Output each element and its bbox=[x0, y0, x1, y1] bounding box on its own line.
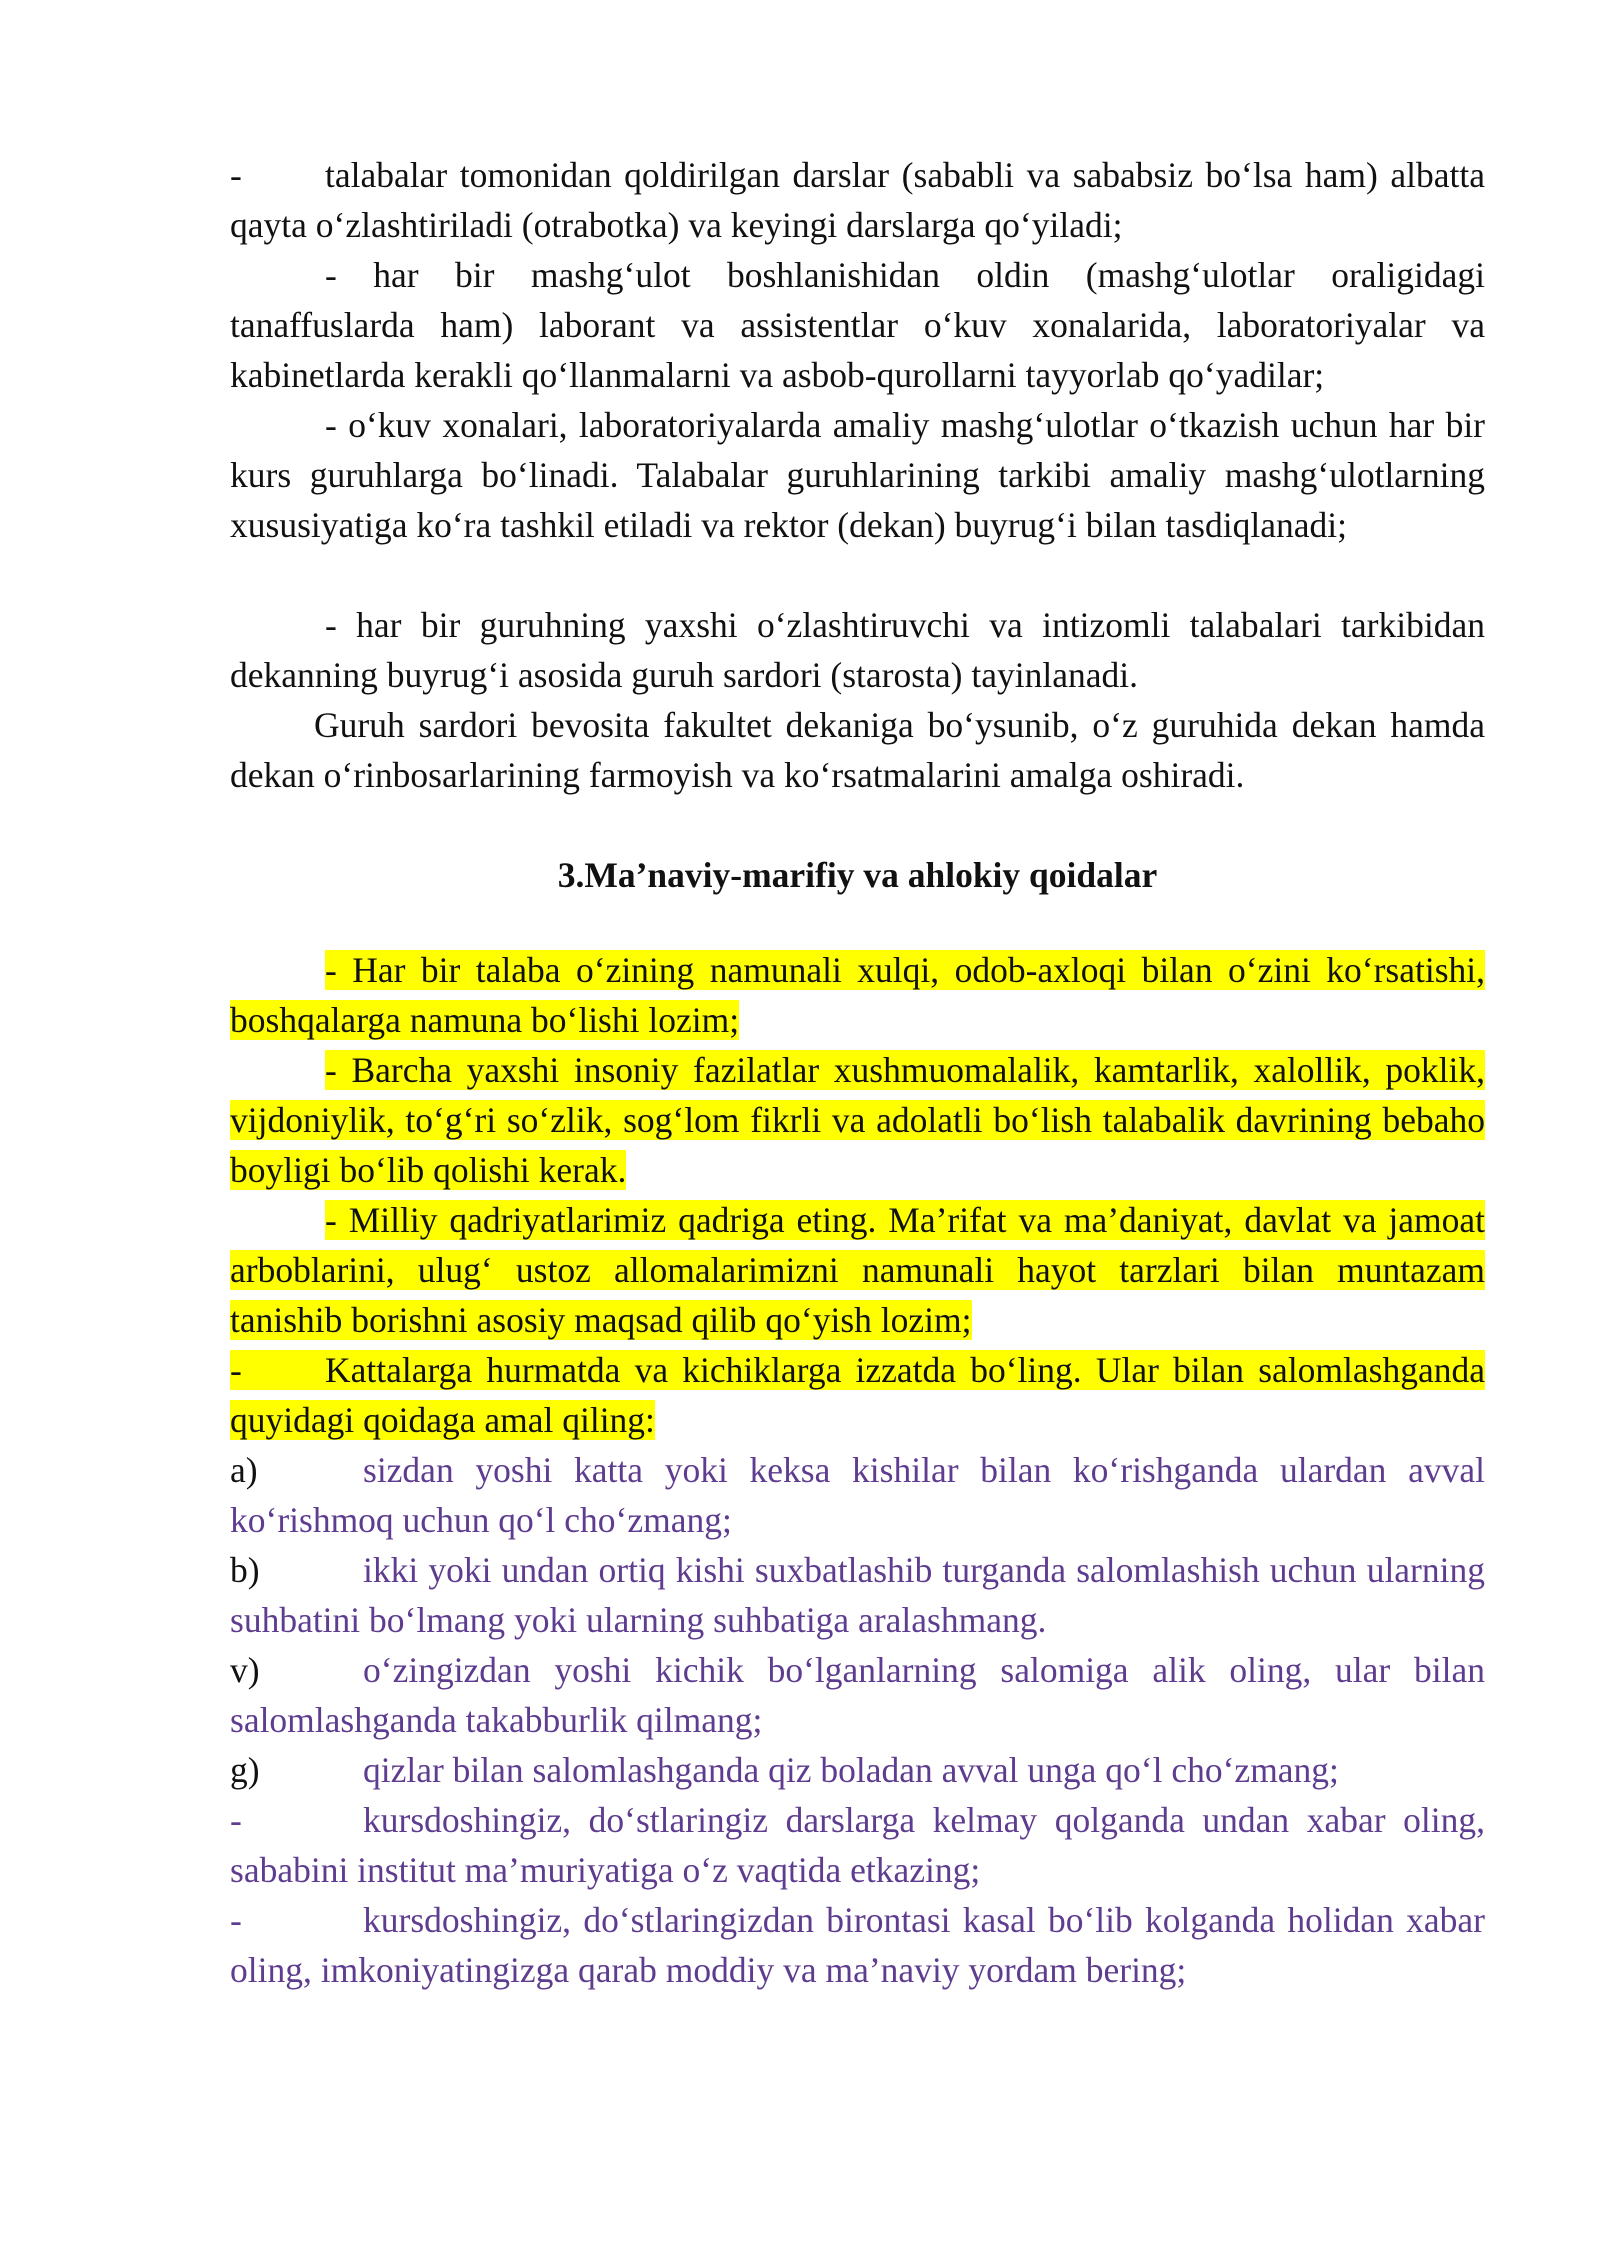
sublist-item-v bbox=[230, 1645, 1485, 1745]
paragraph-groups-division-text: - o‘kuv xonalari, laboratoriyalarda amaliy mashg‘ulotlar o‘tkazish uchun har bir kurs guruhlarga bo‘linadi. Talabalar guruhlarining tarkibi amaliy mashg‘ulotlarning xususiyatiga ko‘ra tashkil etiladi va rektor (dekan) buyrug‘i bilan tasdiqlanadi; bbox=[230, 405, 1485, 545]
paragraph-lab-preparation bbox=[230, 250, 1485, 400]
rule-exemplary-behavior bbox=[230, 945, 1485, 1045]
paragraph-group-leader-appointment-text: - har bir guruhning yaxshi o‘zlashtiruvchi va intizomli talabalari tarkibidan dekanning buyrug‘i asosida guruh sardori (starosta) tayinlanadi. bbox=[230, 605, 1485, 695]
paragraph-groups-division bbox=[230, 400, 1485, 550]
sublist-item-text: kursdoshingiz, do‘stlaringizdan birontasi kasal bo‘lib kolganda holidan xabar oling, imkoniyatingizga qarab moddiy va ma’naviy yordam bering; bbox=[230, 1900, 1485, 1990]
rule-respect-elders-text bbox=[230, 1350, 1485, 1440]
paragraph-group-leader-appointment bbox=[230, 600, 1485, 700]
rule-virtues-text: - Barcha yaxshi insoniy fazilatlar xushmuomalalik, kamtarlik, xalollik, poklik, vijdoniylik, to‘g‘ri so‘zlik, sog‘lom fikrli va adolatli bo‘lish talabalik davrining bebaho boyligi bo‘lib qolishi kerak. bbox=[230, 1050, 1485, 1190]
rule-national-values-text: - Milliy qadriyatlarimiz qadriga eting. Ma’rifat va ma’daniyat, davlat va jamoat arboblarini, ulug‘ ustoz allomalarimizni namunali hayot tarzlari bilan muntazam tanishib borishni asosiy maqsad qilib qo‘yish lozim; bbox=[230, 1200, 1485, 1340]
rule-virtues bbox=[230, 1045, 1485, 1195]
section-heading: 3.Ma’naviy-marifiy va ahlokiy qoidalar bbox=[557, 855, 1158, 895]
list-dash: - bbox=[230, 155, 242, 195]
rule-respect-elders-label: Kattalarga hurmatda va kichiklarga izzatda bo‘ling. Ular bilan salomlashganda quyidagi qoidaga amal qiling: bbox=[230, 1350, 1485, 1440]
sublist-item-text: kursdoshingiz, do‘stlaringiz darslarga kelmay qolganda undan xabar oling, sababini institut ma’muriyatiga o‘z vaqtida etkazing; bbox=[230, 1800, 1485, 1890]
paragraph-absences-text: talabalar tomonidan qoldirilgan darslar (sababli va sababsiz bo‘lsa ham) albatta qayta o‘zlashtiriladi (otrabotka) va keyingi darslarga qo‘yiladi; bbox=[230, 155, 1485, 245]
paragraph-absences bbox=[230, 150, 1485, 250]
sublist-item-a bbox=[230, 1445, 1485, 1545]
sublist-marker: - bbox=[230, 1900, 242, 1940]
sublist-marker: b) bbox=[230, 1550, 260, 1590]
paragraph-lab-preparation-text: - har bir mashg‘ulot boshlanishidan oldin (mashg‘ulotlar oraligidagi tanaffuslarda ham) laborant va assistentlar o‘kuv xonalarida, laboratoriyalar va kabinetlarda kerakli qo‘llanmalarni va asbob-qurollarni tayyorlab qo‘yadilar; bbox=[230, 255, 1485, 395]
rule-exemplary-behavior-text: - Har bir talaba o‘zining namunali xulqi, odob-axloqi bilan o‘zini ko‘rsatishi, boshqalarga namuna bo‘lishi lozim; bbox=[230, 950, 1485, 1040]
sublist-marker: - bbox=[230, 1800, 242, 1840]
sublist-item-classmates-absence bbox=[230, 1795, 1485, 1895]
sublist-item-text: o‘zingizdan yoshi kichik bo‘lganlarning salomiga alik oling, ular bilan salomlashganda takabburlik qilmang; bbox=[230, 1650, 1485, 1740]
sublist-marker: v) bbox=[230, 1650, 260, 1690]
sublist-item-classmates-illness bbox=[230, 1895, 1485, 1995]
paragraph-group-leader-duties-text: Guruh sardori bevosita fakultet dekaniga bo‘ysunib, o‘z guruhida dekan hamda dekan o‘rinbosarlarining farmoyish va ko‘rsatmalarini amalga oshiradi. bbox=[230, 705, 1485, 795]
sublist-item-b bbox=[230, 1545, 1485, 1645]
sublist-item-text: ikki yoki undan ortiq kishi suxbatlashib turganda salomlashish uchun ularning suhbatini bo‘lmang yoki ularning suhbatiga aralashmang. bbox=[230, 1550, 1485, 1640]
sublist-marker: g) bbox=[230, 1750, 260, 1790]
sublist-item-text: sizdan yoshi katta yoki keksa kishilar bilan ko‘rishganda ulardan avval ko‘rishmoq uchun qo‘l cho‘zmang; bbox=[230, 1450, 1485, 1540]
paragraph-group-leader-duties bbox=[230, 700, 1485, 800]
sublist-marker: a) bbox=[230, 1450, 258, 1490]
list-dash: - bbox=[230, 1350, 242, 1390]
rule-national-values bbox=[230, 1195, 1485, 1345]
sublist-item-text: qizlar bilan salomlashganda qiz boladan avval unga qo‘l cho‘zmang; bbox=[363, 1750, 1339, 1790]
sublist-item-g bbox=[230, 1745, 1485, 1795]
rule-respect-elders bbox=[230, 1345, 1485, 1445]
